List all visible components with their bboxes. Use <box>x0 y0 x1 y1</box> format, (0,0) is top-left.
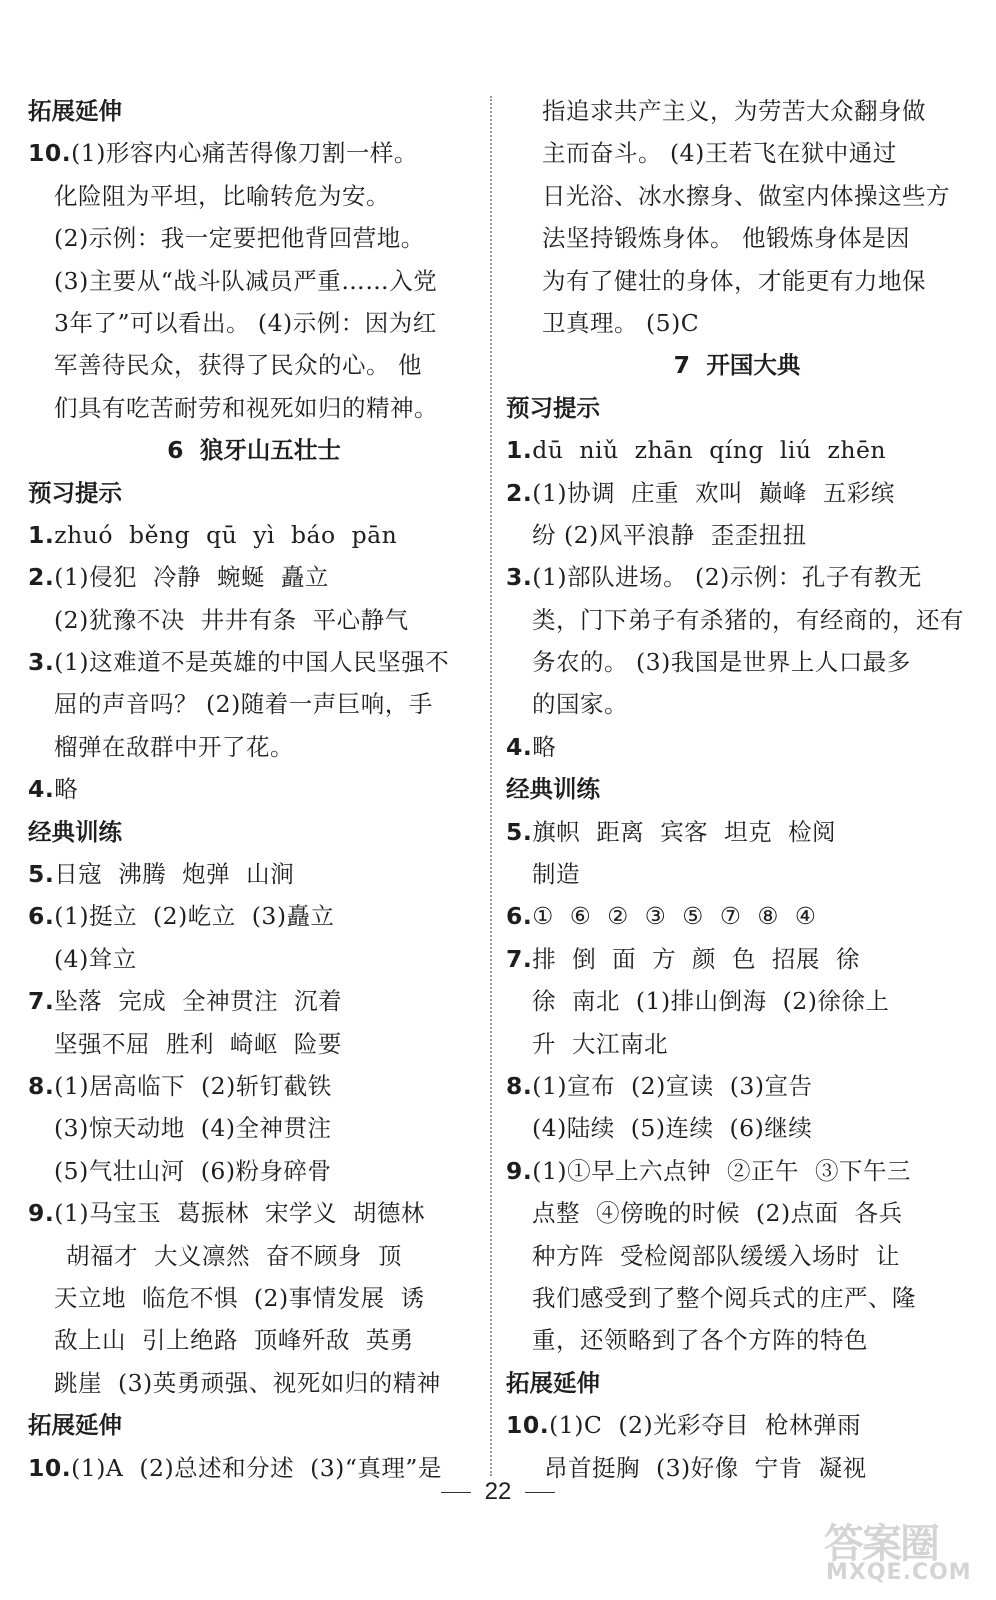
answer-continuation: 跳崖 (3)英勇顽强、视死如归的精神 <box>54 1368 441 1397</box>
question-line <box>28 556 480 598</box>
section-heading: 预习提示 <box>28 478 122 507</box>
question-number: 1. <box>28 520 55 549</box>
answer-text: 排 倒 面 方 颜 色 招展 徐 <box>532 944 860 973</box>
question-number: 6. <box>506 902 533 931</box>
left-column <box>28 90 480 1489</box>
page-footer <box>0 1478 996 1506</box>
watermark-url: MXQE.COM <box>826 1560 972 1585</box>
answer-continuation: 制造 <box>532 860 580 889</box>
answer-continuation: (3)主要从“战斗队减员严重……入党 <box>54 266 438 295</box>
answer-continuation: 点整 ④傍晚的时候 (2)点面 各兵 <box>532 1199 903 1228</box>
answer-text: dū niǔ zhān qíng liú zhēn <box>532 436 887 465</box>
question-number: 2. <box>28 563 55 592</box>
question-line <box>28 641 480 683</box>
answer-continuation: 们具有吃苦耐劳和视死如归的精神。 <box>54 393 438 422</box>
question-line <box>28 980 480 1022</box>
answer-continuation: 指追求共产主义，为劳苦大众翻身做 <box>542 97 926 125</box>
question-line <box>506 1150 968 1192</box>
question-line <box>506 472 968 514</box>
question-number: 3. <box>506 563 533 592</box>
question-number: 5. <box>28 860 55 889</box>
question-line <box>28 132 480 174</box>
answer-text: zhuó běng qū yì báo pān <box>54 520 398 549</box>
answer-continuation: (2)犹豫不决 井井有条 平心静气 <box>54 605 409 634</box>
answer-continuation: 昂首挺胸 (3)好像 宁肯 凝视 <box>544 1453 867 1482</box>
footer-dash-right <box>525 1492 555 1493</box>
answer-continuation: 徐 南北 (1)排山倒海 (2)徐徐上 <box>532 987 890 1016</box>
question-line <box>28 514 480 556</box>
answer-continuation: 主而奋斗。 (4)王若飞在狱中通过 <box>542 139 897 168</box>
answer-text: (1)A (2)总述和分述 (3)“真理”是 <box>71 1453 442 1482</box>
answer-text: (1)这难道不是英雄的中国人民坚强不 <box>54 648 450 677</box>
question-number: 7. <box>506 944 533 973</box>
answer-text: (1)居高临下 (2)斩钉截铁 <box>54 1071 332 1100</box>
answer-text: 略 <box>54 775 79 804</box>
answer-continuation: 坚强不屈 胜利 崎岖 险要 <box>54 1029 342 1058</box>
question-number: 8. <box>506 1071 533 1100</box>
section-heading: 拓展延伸 <box>28 1411 122 1440</box>
question-line <box>506 1404 968 1446</box>
answer-continuation: (4)耸立 <box>54 944 137 973</box>
answer-continuation: (2)示例：我一定要把他背回营地。 <box>54 224 425 253</box>
answer-continuation: 为有了健壮的身体，才能更有力地保 <box>542 266 926 295</box>
question-line <box>506 556 968 598</box>
question-number: 9. <box>28 1199 55 1228</box>
answer-continuation: 敌上山 引上绝路 顶峰歼敌 英勇 <box>54 1326 414 1355</box>
answer-continuation: 务农的。 (3)我国是世界上人口最多 <box>532 648 911 677</box>
answer-continuation: (5)气壮山河 (6)粉身碎骨 <box>54 1156 332 1185</box>
answer-continuation: 屈的声音吗？ (2)随着一声巨响，手 <box>54 690 433 719</box>
question-line <box>28 1065 480 1107</box>
answer-text: ① ⑥ ② ③ ⑤ ⑦ ⑧ ④ <box>532 902 817 931</box>
question-line <box>506 895 968 937</box>
answer-continuation: 日光浴、冰水擦身、做室内体操这些方 <box>542 181 950 210</box>
answer-continuation: 军善待民众，获得了民众的心。 他 <box>54 351 422 380</box>
answer-continuation: 重，还领略到了各个方阵的特色 <box>532 1326 868 1355</box>
question-number: 8. <box>28 1071 55 1100</box>
question-number: 2. <box>506 478 533 507</box>
answer-text: (1)马宝玉 葛振林 宋学义 胡德林 <box>54 1199 425 1228</box>
answer-continuation: 升 大江南北 <box>532 1029 668 1058</box>
section-heading: 拓展延伸 <box>28 97 122 125</box>
question-number: 7. <box>28 987 55 1016</box>
answer-continuation: (3)惊天动地 (4)全神贯注 <box>54 1114 332 1143</box>
answer-continuation: 天立地 临危不惧 (2)事情发展 诱 <box>54 1283 425 1312</box>
question-line <box>28 768 480 810</box>
question-line <box>506 811 968 853</box>
question-number: 10. <box>28 1453 72 1482</box>
answer-continuation: 榴弹在敌群中开了花。 <box>54 732 294 761</box>
section-heading: 经典训练 <box>506 775 600 804</box>
question-number: 3. <box>28 648 55 677</box>
answer-continuation: 纷 (2)风平浪静 歪歪扭扭 <box>532 520 807 549</box>
answer-text: (1)①早上六点钟 ②正午 ③下午三 <box>532 1156 911 1185</box>
answer-text: (1)协调 庄重 欢叫 巅峰 五彩缤 <box>532 478 895 507</box>
answer-text: (1)侵犯 冷静 蜿蜒 矗立 <box>54 563 329 592</box>
answer-text: (1)宣布 (2)宣读 (3)宣告 <box>532 1071 813 1100</box>
answer-text: 旗帜 距离 宾客 坦克 检阅 <box>532 817 837 846</box>
section-heading: 预习提示 <box>506 393 600 422</box>
answer-text: (1)部队进场。 (2)示例：孔子有教无 <box>532 563 922 592</box>
right-column <box>506 90 968 1489</box>
question-number: 5. <box>506 817 533 846</box>
page-number: 22 <box>484 1478 512 1505</box>
lesson-title: 7 开国大典 <box>673 351 801 380</box>
answer-text: 略 <box>532 732 557 761</box>
answer-continuation: 卫真理。 (5)C <box>542 308 700 337</box>
answer-continuation: (4)陆续 (5)连续 (6)继续 <box>532 1114 813 1143</box>
question-line <box>28 1192 480 1234</box>
answer-text: (1)挺立 (2)屹立 (3)矗立 <box>54 902 335 931</box>
answer-continuation: 法坚持锻炼身体。 他锻炼身体是因 <box>542 224 910 253</box>
answer-text: (1)C (2)光彩夺目 枪林弹雨 <box>549 1411 862 1440</box>
question-number: 1. <box>506 436 533 465</box>
question-number: 10. <box>506 1411 550 1440</box>
answer-continuation: 我们感受到了整个阅兵式的庄严、隆 <box>532 1283 916 1312</box>
question-number: 6. <box>28 902 55 931</box>
lesson-title: 6 狼牙山五壮士 <box>167 436 341 465</box>
answer-continuation: 胡福才 大义凛然 奋不顾身 顶 <box>66 1241 402 1270</box>
answer-text: 日寇 沸腾 炮弹 山涧 <box>54 860 295 889</box>
question-line <box>28 853 480 895</box>
question-line <box>28 895 480 937</box>
column-divider <box>490 96 492 1476</box>
watermark-text: 答案圈 <box>824 1521 938 1567</box>
answer-continuation: 的国家。 <box>532 690 628 719</box>
question-line <box>506 726 968 768</box>
answer-continuation: 3年了”可以看出。 (4)示例：因为红 <box>54 308 437 337</box>
section-heading: 拓展延伸 <box>506 1368 600 1397</box>
answer-text: 坠落 完成 全神贯注 沉着 <box>54 987 343 1016</box>
answer-continuation: 种方阵 受检阅部队缓缓入场时 让 <box>532 1241 900 1270</box>
answer-text: (1)形容内心痛苦得像刀割一样。 <box>71 139 418 168</box>
question-line <box>506 1065 968 1107</box>
question-number: 4. <box>506 732 533 761</box>
watermark-logo <box>822 1508 972 1588</box>
section-heading: 经典训练 <box>28 817 122 846</box>
question-line <box>506 938 968 980</box>
question-line <box>506 429 968 471</box>
answer-continuation: 化险阻为平坦，比喻转危为安。 <box>54 181 390 210</box>
question-number: 9. <box>506 1156 533 1185</box>
answer-continuation: 类，门下弟子有杀猪的，有经商的，还有 <box>532 605 964 634</box>
question-number: 4. <box>28 775 55 804</box>
footer-dash-left <box>441 1492 471 1493</box>
question-number: 10. <box>28 139 72 168</box>
